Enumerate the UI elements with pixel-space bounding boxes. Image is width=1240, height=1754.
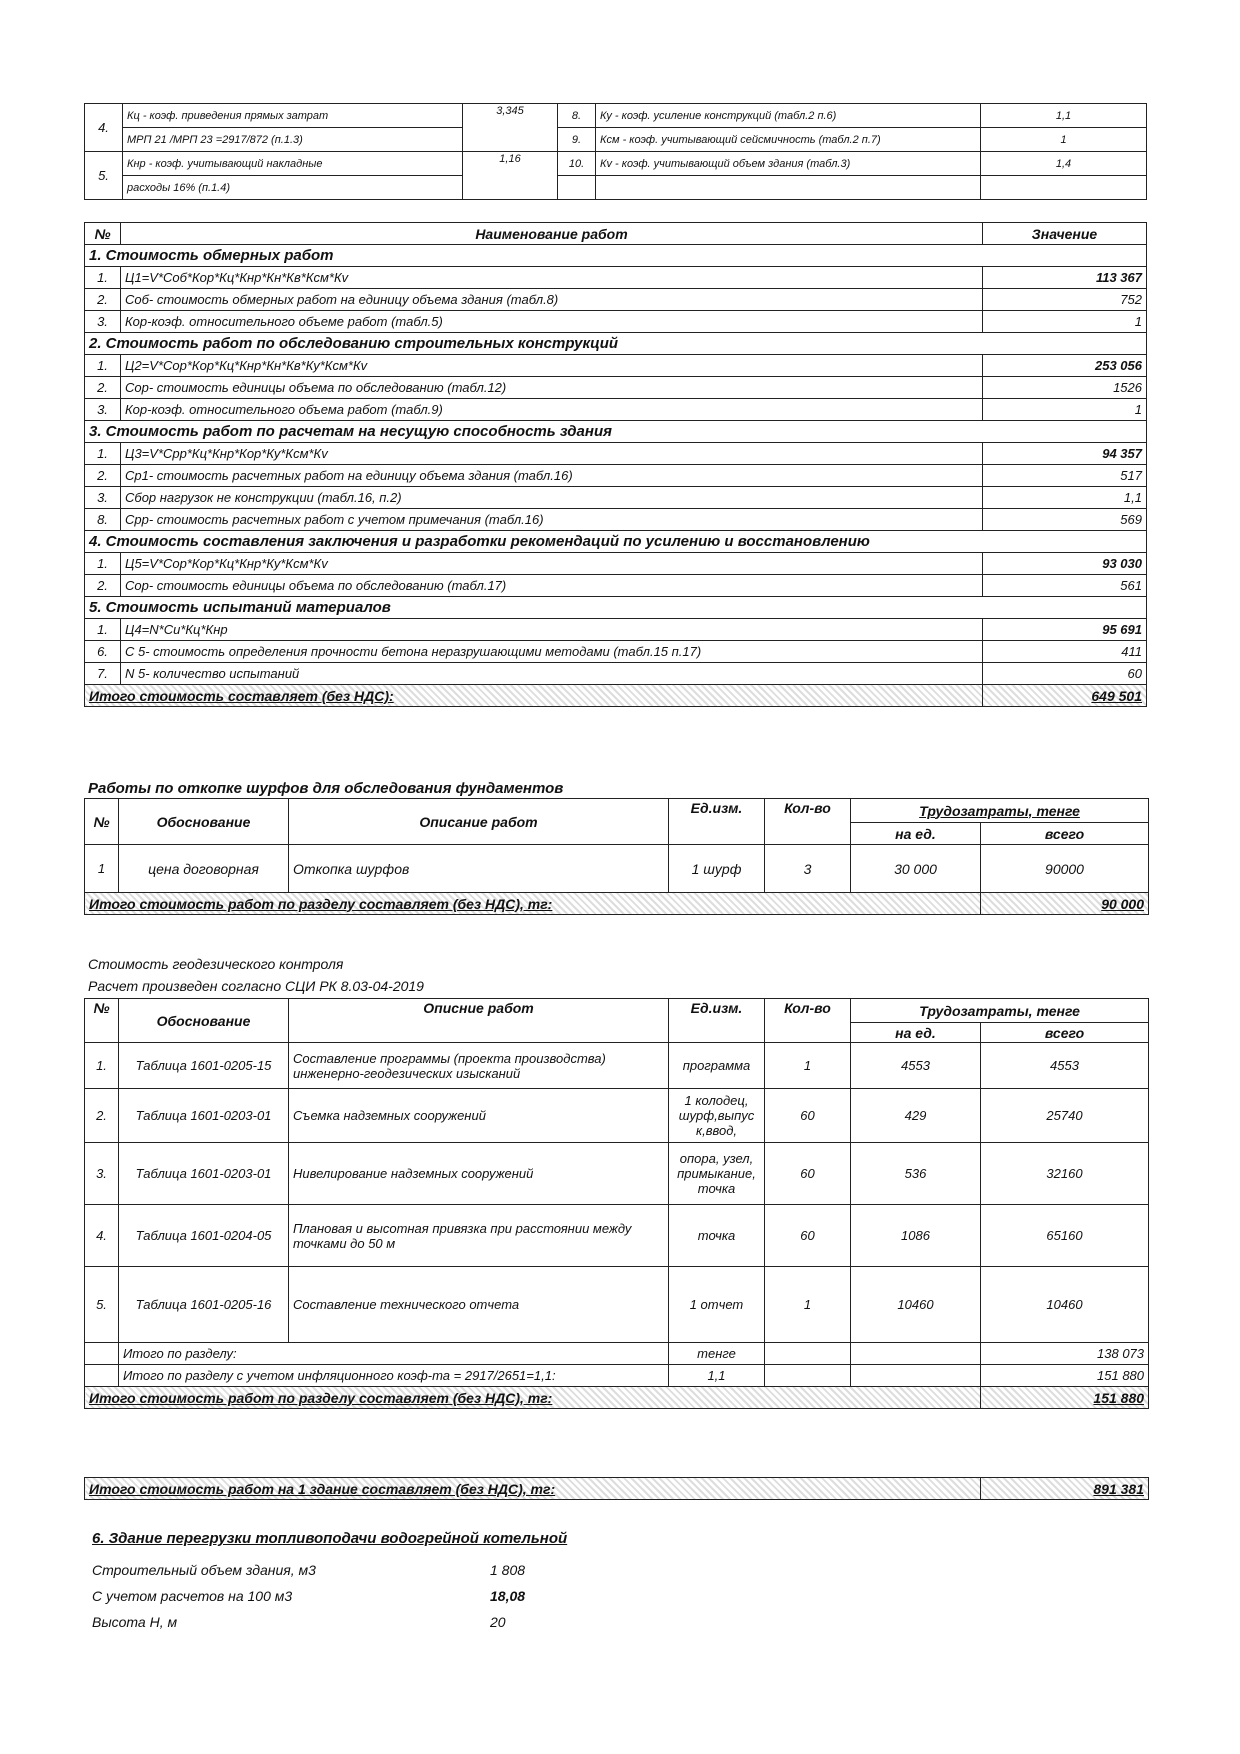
geo-per: 4553 xyxy=(851,1043,981,1089)
geo-table xyxy=(84,998,1149,1409)
shurf-num: 1 xyxy=(85,845,119,893)
geo-desc: Нивелирование надземных сооружений xyxy=(289,1143,669,1205)
coef-table xyxy=(84,103,1147,200)
h-unit: Ед.изм. xyxy=(669,799,765,845)
geo-num: 3. xyxy=(85,1143,119,1205)
building-param-value: 1 808 xyxy=(490,1562,526,1578)
h-qty: Кол-во xyxy=(765,799,851,845)
coef-name: Кv - коэф. учитывающий объем здания (табл.3) xyxy=(596,152,981,176)
sub1-value: 138 073 xyxy=(981,1343,1149,1365)
geo-desc: Плановая и высотная привязка при расстоянии между точками до 50 м xyxy=(289,1205,669,1267)
row-value: 561 xyxy=(983,575,1147,597)
main-total-label: Итого стоимость составляет (без НДС): xyxy=(85,685,983,707)
row-value: 1 xyxy=(983,399,1147,421)
row-name: Кор-коэф. относительного объема работ (табл.9) xyxy=(121,399,983,421)
building-param-label: С учетом расчетов на 100 м3 xyxy=(92,1588,293,1604)
coef-value: 1,1 xyxy=(981,104,1147,128)
h-num: № xyxy=(85,799,119,845)
geo-unit: программа xyxy=(669,1043,765,1089)
coef-num: 10. xyxy=(558,152,596,176)
geo-num: 5. xyxy=(85,1267,119,1343)
geo-title: Стоимость геодезического контроля xyxy=(88,956,344,972)
h-all: всего xyxy=(981,823,1149,845)
shurf-desc: Откопка шурфов xyxy=(289,845,669,893)
section-title: 4. Стоимость составления заключения и разработки рекомендаций по усилению и восстановлению xyxy=(85,531,1147,553)
geo-qty: 60 xyxy=(765,1205,851,1267)
coef-num: 9. xyxy=(558,128,596,152)
geo-all: 65160 xyxy=(981,1205,1149,1267)
geo-all: 32160 xyxy=(981,1143,1149,1205)
geo-per: 536 xyxy=(851,1143,981,1205)
row-num: 3. xyxy=(85,399,121,421)
geo-num: 4. xyxy=(85,1205,119,1267)
h-basis: Обоснование xyxy=(119,799,289,845)
row-value: 253 056 xyxy=(983,355,1147,377)
row-name: Кор-коэф. относительного объеме работ (табл.5) xyxy=(121,311,983,333)
coef-value: 3,345 xyxy=(463,104,558,152)
building-param-label: Строительный объем здания, м3 xyxy=(92,1562,316,1578)
geo-qty: 60 xyxy=(765,1089,851,1143)
building-param-label: Высота Н, м xyxy=(92,1614,178,1630)
header-num: № xyxy=(85,223,121,245)
coef-sub: МРП 21 /МРП 23 =2917/872 (п.1.3) xyxy=(123,128,463,152)
row-name: Ц1=V*Соб*Кор*Кц*Кнр*Кн*Кв*Ксм*Кv xyxy=(121,267,983,289)
geo-num: 2. xyxy=(85,1089,119,1143)
row-num: 1. xyxy=(85,619,121,641)
shurf-per: 30 000 xyxy=(851,845,981,893)
h-unit: Ед.изм. xyxy=(669,999,765,1043)
row-value: 93 030 xyxy=(983,553,1147,575)
building-param-value: 20 xyxy=(490,1614,506,1630)
shurf-unit: 1 шурф xyxy=(669,845,765,893)
row-name: Ц3=V*Срр*Кц*Кнр*Кор*Ку*Ксм*Кv xyxy=(121,443,983,465)
header-value: Значение xyxy=(983,223,1147,245)
h-per: на ед. xyxy=(851,1023,981,1043)
row-num: 6. xyxy=(85,641,121,663)
shurf-basis: цена договорная xyxy=(119,845,289,893)
geo-all: 25740 xyxy=(981,1089,1149,1143)
coef-name: Кнр - коэф. учитывающий накладные xyxy=(123,152,463,176)
row-num: 7. xyxy=(85,663,121,685)
h-all: всего xyxy=(981,1023,1149,1043)
coef-num: 4. xyxy=(85,104,123,152)
h-desc: Описание работ xyxy=(289,799,669,845)
geo-qty: 1 xyxy=(765,1043,851,1089)
main-total-value: 649 501 xyxy=(983,685,1147,707)
geo-desc: Составление технического отчета xyxy=(289,1267,669,1343)
coef-name: Кц - коэф. приведения прямых затрат xyxy=(123,104,463,128)
row-value: 1 xyxy=(983,311,1147,333)
geo-desc: Составление программы (проекта производства) инженерно-геодезических изысканий xyxy=(289,1043,669,1089)
grand-total-label: Итого стоимость работ на 1 здание составляет (без НДС), тг: xyxy=(85,1478,981,1500)
row-num: 8. xyxy=(85,509,121,531)
geo-basis: Таблица 1601-0205-16 xyxy=(119,1267,289,1343)
coef-num: 8. xyxy=(558,104,596,128)
building-param-value: 18,08 xyxy=(490,1588,526,1604)
section-title: 2. Стоимость работ по обследованию строительных конструкций xyxy=(85,333,1147,355)
row-value: 411 xyxy=(983,641,1147,663)
row-value: 94 357 xyxy=(983,443,1147,465)
row-name: Ц4=N*Си*Кц*Кнр xyxy=(121,619,983,641)
coef-value: 1 xyxy=(981,128,1147,152)
row-value: 60 xyxy=(983,663,1147,685)
coef-sub: расходы 16% (п.1.4) xyxy=(123,176,463,200)
geo-unit: опора, узел, примыкание, точка xyxy=(669,1143,765,1205)
row-name: Сбор нагрузок не конструкции (табл.16, п.2) xyxy=(121,487,983,509)
row-name: Ц2=V*Сор*Кор*Кц*Кнр*Кн*Кв*Ку*Ксм*Кv xyxy=(121,355,983,377)
coef-value: 1,4 xyxy=(981,152,1147,176)
coef-name: Ку - коэф. усиление конструкций (табл.2 п.6) xyxy=(596,104,981,128)
geo-subtitle: Расчет произведен согласно СЦИ РК 8.03-04-2019 xyxy=(88,978,424,994)
geo-unit: 1 отчет xyxy=(669,1267,765,1343)
row-num: 3. xyxy=(85,311,121,333)
row-num: 1. xyxy=(85,553,121,575)
row-value: 517 xyxy=(983,465,1147,487)
section-title: 3. Стоимость работ по расчетам на несущую способность здания xyxy=(85,421,1147,443)
h-basis: Обоснование xyxy=(119,999,289,1043)
row-num: 1. xyxy=(85,267,121,289)
geo-qty: 60 xyxy=(765,1143,851,1205)
coef-name: Ксм - коэф. учитывающий сейсмичность (табл.2 п.7) xyxy=(596,128,981,152)
sub2-unit: 1,1 xyxy=(669,1365,765,1387)
section-title: 5. Стоимость испытаний материалов xyxy=(85,597,1147,619)
section-title: 1. Стоимость обмерных работ xyxy=(85,245,1147,267)
header-name: Наименование работ xyxy=(121,223,983,245)
row-name: N 5- количество испытаний xyxy=(121,663,983,685)
row-value: 113 367 xyxy=(983,267,1147,289)
geo-unit: точка xyxy=(669,1205,765,1267)
coef-num: 5. xyxy=(85,152,123,200)
geo-unit: 1 колодец, шурф,выпус к,ввод, xyxy=(669,1089,765,1143)
shurf-total-value: 90 000 xyxy=(981,893,1149,915)
geo-per: 1086 xyxy=(851,1205,981,1267)
h-num: № xyxy=(85,999,119,1043)
geo-qty: 1 xyxy=(765,1267,851,1343)
row-num: 1. xyxy=(85,355,121,377)
row-name: Срр- стоимость расчетных работ с учетом примечания (табл.16) xyxy=(121,509,983,531)
row-name: С 5- стоимость определения прочности бетона неразрушающими методами (табл.15 п.17) xyxy=(121,641,983,663)
row-num: 1. xyxy=(85,443,121,465)
row-value: 1526 xyxy=(983,377,1147,399)
row-num: 2. xyxy=(85,377,121,399)
sub1-label: Итого по разделу: xyxy=(119,1343,669,1365)
row-name: Ср1- стоимость расчетных работ на единицу объема здания (табл.16) xyxy=(121,465,983,487)
shurf-table xyxy=(84,798,1149,915)
building-title: 6. Здание перегрузки топливоподачи водогрейной котельной xyxy=(92,1530,568,1547)
sub2-label: Итого по разделу с учетом инфляционного коэф-та = 2917/2651=1,1: xyxy=(119,1365,669,1387)
row-value: 569 xyxy=(983,509,1147,531)
row-num: 2. xyxy=(85,465,121,487)
grand-total-value: 891 381 xyxy=(981,1478,1149,1500)
geo-per: 429 xyxy=(851,1089,981,1143)
geo-basis: Таблица 1601-0204-05 xyxy=(119,1205,289,1267)
row-value: 1,1 xyxy=(983,487,1147,509)
coef-value: 1,16 xyxy=(463,152,558,200)
geo-num: 1. xyxy=(85,1043,119,1089)
shurf-total-label: Итого стоимость работ по разделу составляет (без НДС), тг: xyxy=(85,893,981,915)
geo-per: 10460 xyxy=(851,1267,981,1343)
row-name: Ц5=V*Сор*Кор*Кц*Кнр*Ку*Ксм*Кv xyxy=(121,553,983,575)
row-num: 2. xyxy=(85,575,121,597)
h-desc: Описние работ xyxy=(289,999,669,1043)
row-value: 752 xyxy=(983,289,1147,311)
geo-total-value: 151 880 xyxy=(981,1387,1149,1409)
row-num: 3. xyxy=(85,487,121,509)
shurf-all: 90000 xyxy=(981,845,1149,893)
geo-all: 10460 xyxy=(981,1267,1149,1343)
h-per: на ед. xyxy=(851,823,981,845)
sub2-value: 151 880 xyxy=(981,1365,1149,1387)
shurf-qty: 3 xyxy=(765,845,851,893)
row-name: Сор- стоимость единицы объема по обследованию (табл.12) xyxy=(121,377,983,399)
sub1-unit: тенге xyxy=(669,1343,765,1365)
geo-basis: Таблица 1601-0203-01 xyxy=(119,1089,289,1143)
h-qty: Кол-во xyxy=(765,999,851,1043)
row-num: 2. xyxy=(85,289,121,311)
row-name: Соб- стоимость обмерных работ на единицу объема здания (табл.8) xyxy=(121,289,983,311)
geo-all: 4553 xyxy=(981,1043,1149,1089)
geo-desc: Съемка надземных сооружений xyxy=(289,1089,669,1143)
geo-total-label: Итого стоимость работ по разделу составляет (без НДС), тг: xyxy=(85,1387,981,1409)
shurf-title: Работы по откопке шурфов для обследования фундаментов xyxy=(88,780,564,797)
h-labor: Трудозатраты, тенге xyxy=(851,999,1149,1023)
h-labor: Трудозатраты, тенге xyxy=(851,799,1149,823)
grand-total-table xyxy=(84,1477,1149,1500)
row-name: Сор- стоимость единицы объема по обследованию (табл.17) xyxy=(121,575,983,597)
geo-basis: Таблица 1601-0203-01 xyxy=(119,1143,289,1205)
row-value: 95 691 xyxy=(983,619,1147,641)
geo-basis: Таблица 1601-0205-15 xyxy=(119,1043,289,1089)
main-cost-table xyxy=(84,222,1147,707)
